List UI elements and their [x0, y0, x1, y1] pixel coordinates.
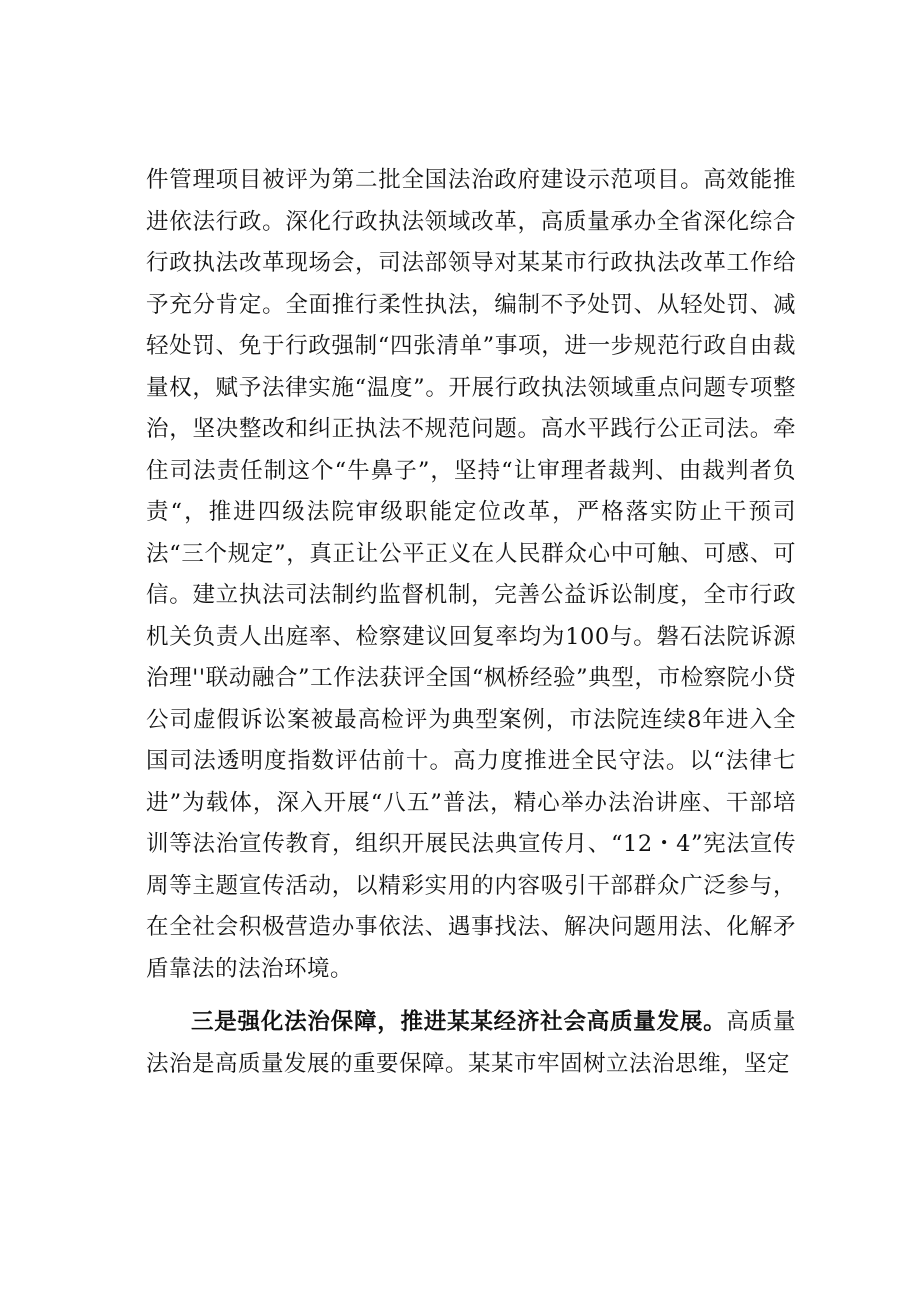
document-body [146, 160, 796, 1085]
paragraph-continuation: 件管理项目被评为第二批全国法治政府建设示范项目。高效能推进依法行政。深化行政执法领域改革，高质量承办全省深化综合行政执法改革现场会，司法部领导对某某市行政执法改革工作给予充分肯定。全面推行柔性执法，编制不予处罚、从轻处罚、减轻处罚、免于行政强制“四张清单”事项，进一步规范行政自由裁量权，赋予法律实施“温度”。开展行政执法领域重点问题专项整治，坚决整改和纠正执法不规范问题。高水平践行公正司法。牵住司法责任制这个“牛鼻子”，坚持“让审理者裁判、由裁判者负责“，推进四级法院审级职能定位改革，严格落实防止干预司法“三个规定”，真正让公平正义在人民群众心中可触、可感、可信。建立执法司法制约监督机制，完善公益诉讼制度，全市行政机关负责人出庭率、检察建议回复率均为100与。磐石法院诉源治理''联动融合”工作法获评全国“枫桥经验”典型，市检察院小贷公司虚假诉讼案被最高检评为典型案例，市法院连续8年进入全国司法透明度指数评估前十。高力度推进全民守法。以“法律七进”为载体，深入开展“八五”普法，精心举办法治讲座、干部培训等法治宣传教育，组织开展民法典宣传月、“12・4”宪法宣传周等主题宣传活动，以精彩实用的内容吸引干部群众广泛参与，在全社会积极营造办事依法、遇事找法、解决问题用法、化解矛盾靠法的法治环境。 [146, 167, 796, 982]
section-heading-bold: 三是强化法治保障，推进某某经济社会高质量发展。 [191, 1009, 727, 1035]
paragraph-section-three [146, 1002, 796, 1085]
section-body-text: 高质量法治是高质量发展的重要保障。某某市牢固树立法治思维，坚定 [146, 1009, 796, 1077]
